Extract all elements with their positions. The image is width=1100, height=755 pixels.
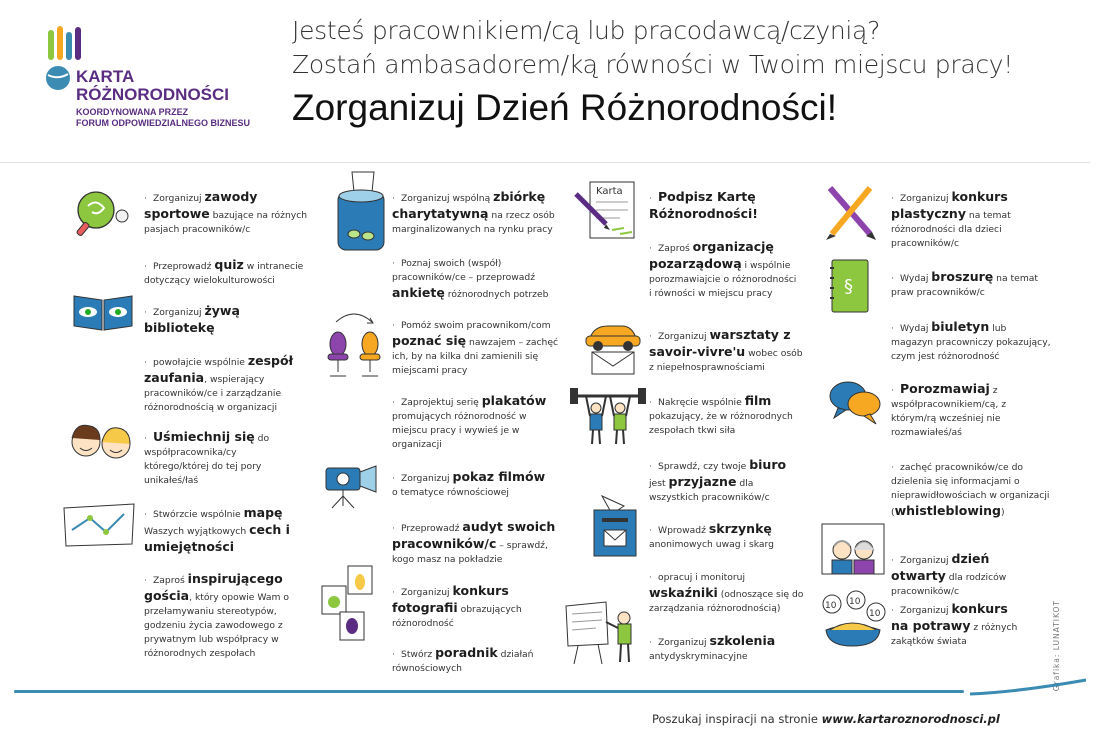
pencil-brush-icon xyxy=(822,184,880,242)
list-item: · Poznaj swoich (współ) pracowników/ce – przeprowadź ankietę różnorodnych potrzeb xyxy=(392,258,549,300)
logo-title-line2: RÓŻNORODNOŚCI xyxy=(76,85,229,104)
charity-jar-icon xyxy=(332,170,390,254)
list-item: · Wprowadź skrzynkę anonimowych uwag i skarg xyxy=(649,521,774,550)
list-item: · Zorganizuj konkurs fotografii obrazujących różnorodność xyxy=(392,583,522,629)
logo-subtitle xyxy=(76,107,250,129)
list-item: · Zaproś organizację pozarządową i wspólnie porozmawiajcie o różnorodności i równości w miejscu pracy xyxy=(649,239,797,299)
ping-pong-paddle-icon xyxy=(70,188,132,238)
food-bowl-scores-icon xyxy=(820,590,886,648)
list-item: · Zorganizuj szkolenia antydyskryminacyjne xyxy=(649,633,776,662)
list-item: · Pomóż swoim pracownikom/com poznać się nawzajem – zachęć ich, by na kilka dni zamienili się miejscami pracy xyxy=(392,320,559,376)
logo-sub-line1: KOORDYNOWANA PRZEZ xyxy=(76,107,189,117)
footer-text: Poszukaj inspiracji na stronie xyxy=(652,712,822,726)
logo-title-line1: KARTA xyxy=(76,67,135,86)
list-item: · Zaprojektuj serię plakatów promujących różnorodność w miejscu pracy i wywieś je w organizacji xyxy=(392,393,547,450)
weightlifters-icon xyxy=(568,386,648,446)
list-item: · opracuj i monitoruj wskaźniki (odnoszące się do zarządzania różnorodnością) xyxy=(649,572,804,614)
headline-line3: Zorganizuj Dzień Różnorodności! xyxy=(292,87,837,128)
presentation-flipchart-icon xyxy=(562,598,642,666)
footer xyxy=(652,712,1000,726)
photo-frames-icon xyxy=(318,562,376,642)
list-item: · Zorganizuj warsztaty z savoir-vivre'u wobec osób z niepełnosprawnościami xyxy=(649,327,803,373)
list-item: · Zorganizuj konkurs na potrawy z różnych zakątków świata xyxy=(891,601,1018,647)
list-item: · Wydaj broszurę na temat praw pracowników/c xyxy=(891,269,1038,298)
illustration-credit: Grafika: LUNATIKOT xyxy=(1052,600,1061,692)
logo-ball-icon xyxy=(44,64,72,92)
map-icon xyxy=(60,500,138,550)
score-2: 10 xyxy=(849,597,861,607)
swoosh-divider xyxy=(968,678,1088,698)
list-item: · Porozmawiaj z współpracownikiem/cą, z którym/rą wcześniej nie rozmawiałeś/aś xyxy=(891,381,1007,438)
open-book-eyes-icon xyxy=(70,290,136,334)
list-item: · Sprawdź, czy twoje biuro jest przyjazne dla wszystkich pracowników/c xyxy=(649,457,787,503)
parents-portrait-icon xyxy=(818,520,888,576)
list-item: · zachęć pracowników/ce do dzielenia się informacjami o nieprawidłowościach w organizacji (whistleblowing) xyxy=(891,462,1050,518)
speech-bubbles-icon xyxy=(826,376,884,428)
list-item: · Przeprowadź audyt swoich pracowników/c – sprawdź, kogo masz na pokładzie xyxy=(392,519,556,565)
car-envelope-icon xyxy=(582,318,644,376)
film-projector-icon xyxy=(320,462,382,512)
list-item: · powołajcie wspólnie zespół zaufania, wspierający pracowników/ce i zarządzanie różnorodnością w organizacji xyxy=(144,353,294,413)
logo-mark-icon xyxy=(44,24,88,64)
top-divider xyxy=(0,162,1090,163)
list-item: · Zorganizuj pokaz filmów o tematyce równościowej xyxy=(392,469,546,498)
charter-label: Karta xyxy=(596,186,623,197)
swap-chairs-icon xyxy=(322,308,386,380)
list-item: · Zorganizuj zawody sportowe bazujące na różnych pasjach pracowników/c xyxy=(144,189,308,235)
list-item: · Zorganizuj konkurs plastyczny na temat różnorodności dla dzieci pracowników/c xyxy=(891,189,1011,249)
smiling-faces-icon xyxy=(66,418,138,466)
list-item: · Stwórz poradnik działań równościowych xyxy=(392,645,534,674)
sign-charter-icon xyxy=(572,178,638,244)
mailbox-icon xyxy=(588,492,642,560)
score-1: 10 xyxy=(825,601,837,611)
list-item: · Zorganizuj wspólną zbiórkę charytatywną na rzecz osób marginalizowanych na rynku pracy xyxy=(392,189,555,235)
svg-text:§: § xyxy=(844,276,853,297)
list-item: · Zorganizuj żywą bibliotekę xyxy=(144,303,240,335)
headline-line1: Jesteś pracownikiem/cą lub pracodawcą/czynią? xyxy=(292,16,881,45)
bottom-divider xyxy=(14,690,964,693)
list-item: · Uśmiechnij się do współpracownika/cy którego/której do tej pory unikałeś/łaś xyxy=(144,429,270,486)
headline xyxy=(292,14,1082,132)
list-item: · Przeprowadź quiz w intranecie dotyczący wielokulturowości xyxy=(144,257,304,286)
logo-sub-line2: FORUM ODPOWIEDZIALNEGO BIZNESU xyxy=(76,118,250,128)
list-item: · Zorganizuj dzień otwarty dla rodziców pracowników/c xyxy=(891,551,1007,597)
headline-line2: Zostań ambasadorem/ką równości w Twoim miejscu pracy! xyxy=(292,50,1014,79)
logo-title xyxy=(76,68,229,104)
score-3: 10 xyxy=(869,609,881,619)
list-item: · Zaproś inspirującego gościa, który opowie Wam o przełamywaniu stereotypów, godzeniu życia zawodowego z prywatnym lub współpracy w różnorodnych zespołach xyxy=(144,571,289,659)
list-item: · Nakręcie wspólnie film pokazujący, że w różnorodnych zespołach tkwi siła xyxy=(649,393,793,436)
list-item: · Wydaj biuletyn lub magazyn pracowniczy pokazujący, czym jest różnorodność xyxy=(891,319,1051,362)
brochure-icon xyxy=(826,256,872,316)
list-item: · Stwórzcie wspólnie mapę Waszych wyjątkowych cech i umiejętności xyxy=(144,505,290,554)
list-item: · Podpisz Kartę Różnorodności! xyxy=(649,189,758,221)
footer-link[interactable]: www.kartaroznorodnosci.pl xyxy=(821,712,1000,726)
logo xyxy=(44,24,274,134)
